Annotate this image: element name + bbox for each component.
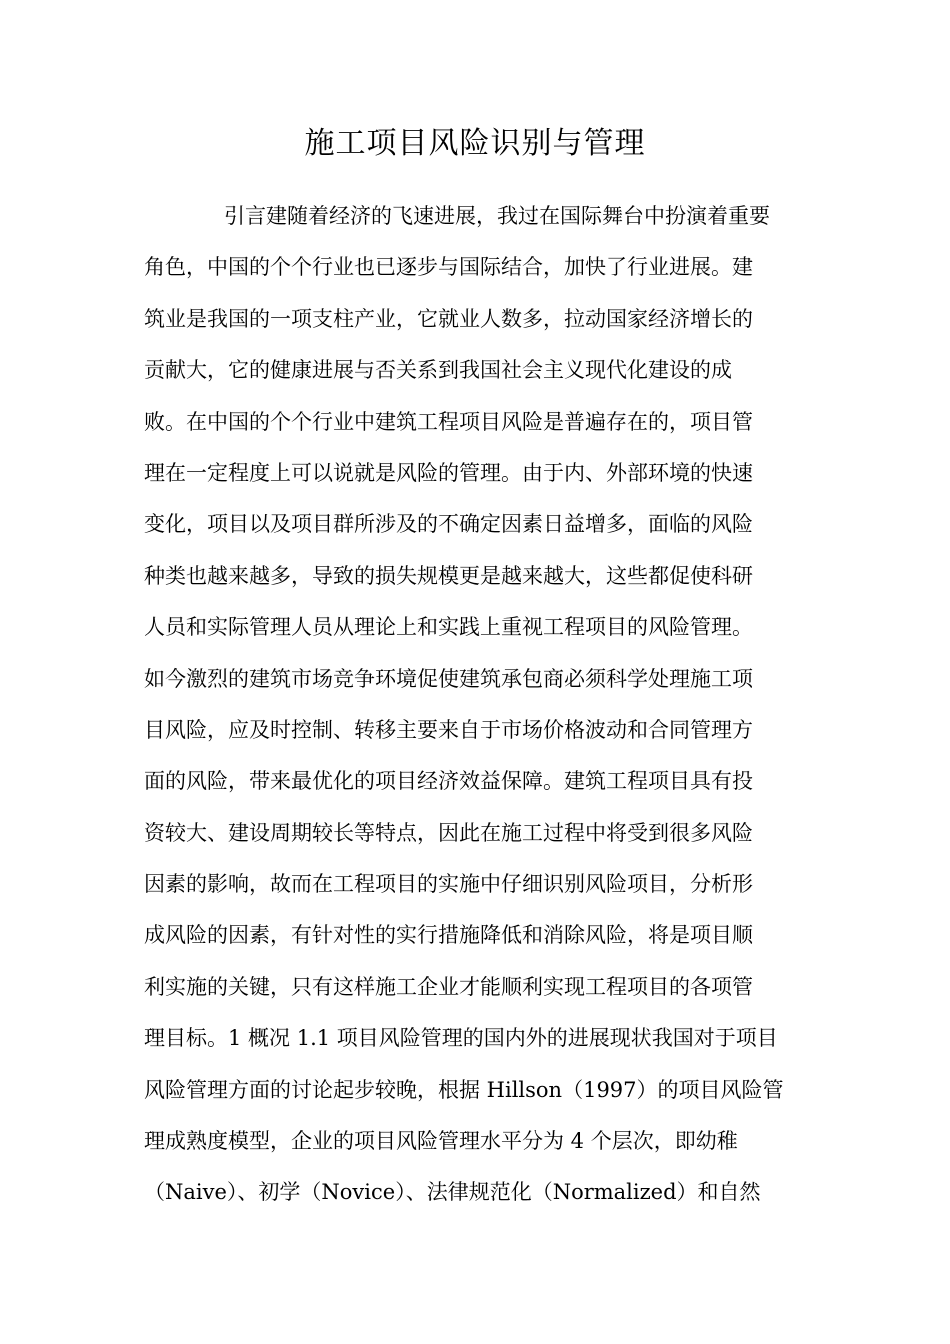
text-line: 角色，中国的个个行业也已逐步与国际结合，加快了行业进展。建 (144, 255, 753, 280)
text-line: 如今激烈的建筑市场竞争环境促使建筑承包商必须科学处理施工项 (144, 666, 753, 691)
document-title: 施工项目风险识别与管理 (304, 126, 646, 161)
text-line: 资较大、建设周期较长等特点，因此在施工过程中将受到很多风险 (144, 820, 753, 845)
text-line: 风险管理方面的讨论起步较晚，根据 Hillson（1997）的项目风险管 (144, 1077, 784, 1102)
text-line: 因素的影响，故而在工程项目的实施中仔细识别风险项目，分析形 (144, 872, 753, 897)
text-line: 贡献大，它的健康进展与否关系到我国社会主义现代化建设的成 (144, 358, 732, 383)
text-line: 理成熟度模型，企业的项目风险管理水平分为 4 个层次，即幼稚 (144, 1129, 738, 1154)
text-line: 种类也越来越多，导致的损失规模更是越来越大，这些都促使科研 (144, 563, 753, 588)
text-line: 败。在中国的个个行业中建筑工程项目风险是普遍存在的，项目管 (144, 409, 753, 434)
text-line: 利实施的关键，只有这样施工企业才能顺利实现工程项目的各项管 (144, 974, 753, 999)
text-line: 引言建随着经济的飞速进展，我过在国际舞台中扮演着重要 (224, 204, 770, 228)
text-line: 人员和实际管理人员从理论上和实践上重视工程项目的风险管理。 (144, 615, 753, 640)
text-line: （Naive）、初学（Novice）、法律规范化（Normalized）和自然 (144, 1180, 761, 1205)
text-line: 面的风险，带来最优化的项目经济效益保障。建筑工程项目具有投 (144, 769, 753, 794)
text-line: 理目标。1 概况 1.1 项目风险管理的国内外的进展现状我国对于项目 (144, 1026, 778, 1051)
text-line: 理在一定程度上可以说就是风险的管理。由于内、外部环境的快速 (144, 460, 753, 485)
text-line: 变化，项目以及项目群所涉及的不确定因素日益增多，面临的风险 (144, 512, 753, 537)
text-line: 目风险，应及时控制、转移主要来自于市场价格波动和合同管理方 (144, 717, 753, 742)
text-line: 筑业是我国的一项支柱产业，它就业人数多，拉动国家经济增长的 (144, 306, 753, 331)
text-line: 成风险的因素，有针对性的实行措施降低和消除风险，将是项目顺 (144, 923, 753, 948)
document-body (144, 196, 814, 1224)
